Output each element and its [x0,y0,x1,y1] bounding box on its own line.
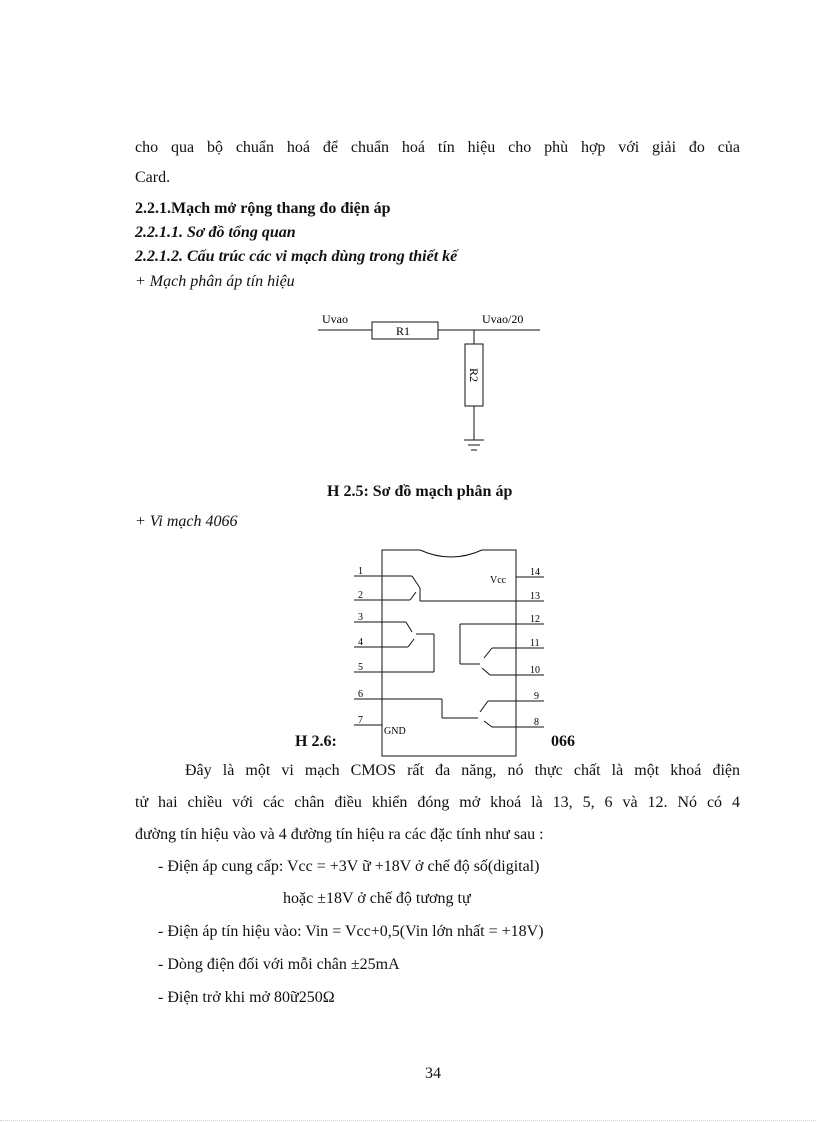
heading-2-2-1: 2.2.1.Mạch mở rộng thang đo điện áp [135,200,391,217]
uin-label: Uvao [322,312,348,326]
r2-label: R2 [467,368,481,383]
r1-label: R1 [396,324,411,338]
vcc-label: Vcc [490,575,507,586]
divider-circuit-diagram [318,308,548,460]
caption-fig-2-6-left: H 2.6: [295,733,337,750]
pin-2: 2 [358,590,363,601]
pin-7: 7 [358,715,363,726]
caption-fig-2-6-right: 066 [551,733,575,750]
bullet-divider: + Mạch phân áp tín hiệu [135,273,295,290]
caption-fig-2-5: H 2.5: Sơ đồ mạch phân áp [327,483,513,500]
heading-2-2-1-2: 2.2.1.2. Cấu trúc các vi mạch dùng trong thiết kế [135,248,458,265]
page-bottom-divider [0,1120,816,1121]
spec-supply-voltage-analog: hoặc ±18V ở chế độ tương tự [283,890,471,907]
page-number: 34 [425,1065,441,1082]
pin-8: 8 [534,717,539,728]
ic-4066-diagram [350,544,550,759]
intro-line-2: Card. [135,169,171,186]
para1-line-1: Đây là một vi mạch CMOS rất đa năng, nó thực chất là một khoá điện [185,762,740,779]
spec-on-resistance: - Điện trở khi mở 80ữ250Ω [158,989,335,1006]
pin-4: 4 [358,637,363,648]
spec-supply-voltage: - Điện áp cung cấp: Vcc = +3V ữ +18V ở chế độ số(digital) [158,858,540,875]
pin-12: 12 [530,614,540,625]
spec-pin-current: - Dòng điện đối với mỗi chân ±25mA [158,956,400,973]
bullet-4066: + Vi mạch 4066 [135,513,238,530]
pin-5: 5 [358,662,363,673]
spec-input-voltage: - Điện áp tín hiệu vào: Vin = Vcc+0,5(Vin lớn nhất = +18V) [158,923,544,940]
para1-line-3: đường tín hiệu vào và 4 đường tín hiệu ra các đặc tính như sau : [135,826,544,843]
pin-9: 9 [534,691,539,702]
heading-2-2-1-1: 2.2.1.1. Sơ đồ tổng quan [135,224,296,241]
pin-3: 3 [358,612,363,623]
pin-6: 6 [358,689,363,700]
intro-line-1: cho qua bộ chuẩn hoá để chuẩn hoá tín hiệu cho phù hợp với giải đo của [135,139,740,156]
para1-line-2: tử hai chiều với các chân điều khiển đóng mở khoá là 13, 5, 6 và 12. Nó có 4 [135,794,740,811]
pin-1: 1 [358,566,363,577]
uout-label: Uvao/20 [482,312,524,326]
gnd-label: GND [384,726,406,737]
pin-14: 14 [530,567,540,578]
pin-10: 10 [530,665,540,676]
pin-13: 13 [530,591,540,602]
pin-11: 11 [530,638,540,649]
